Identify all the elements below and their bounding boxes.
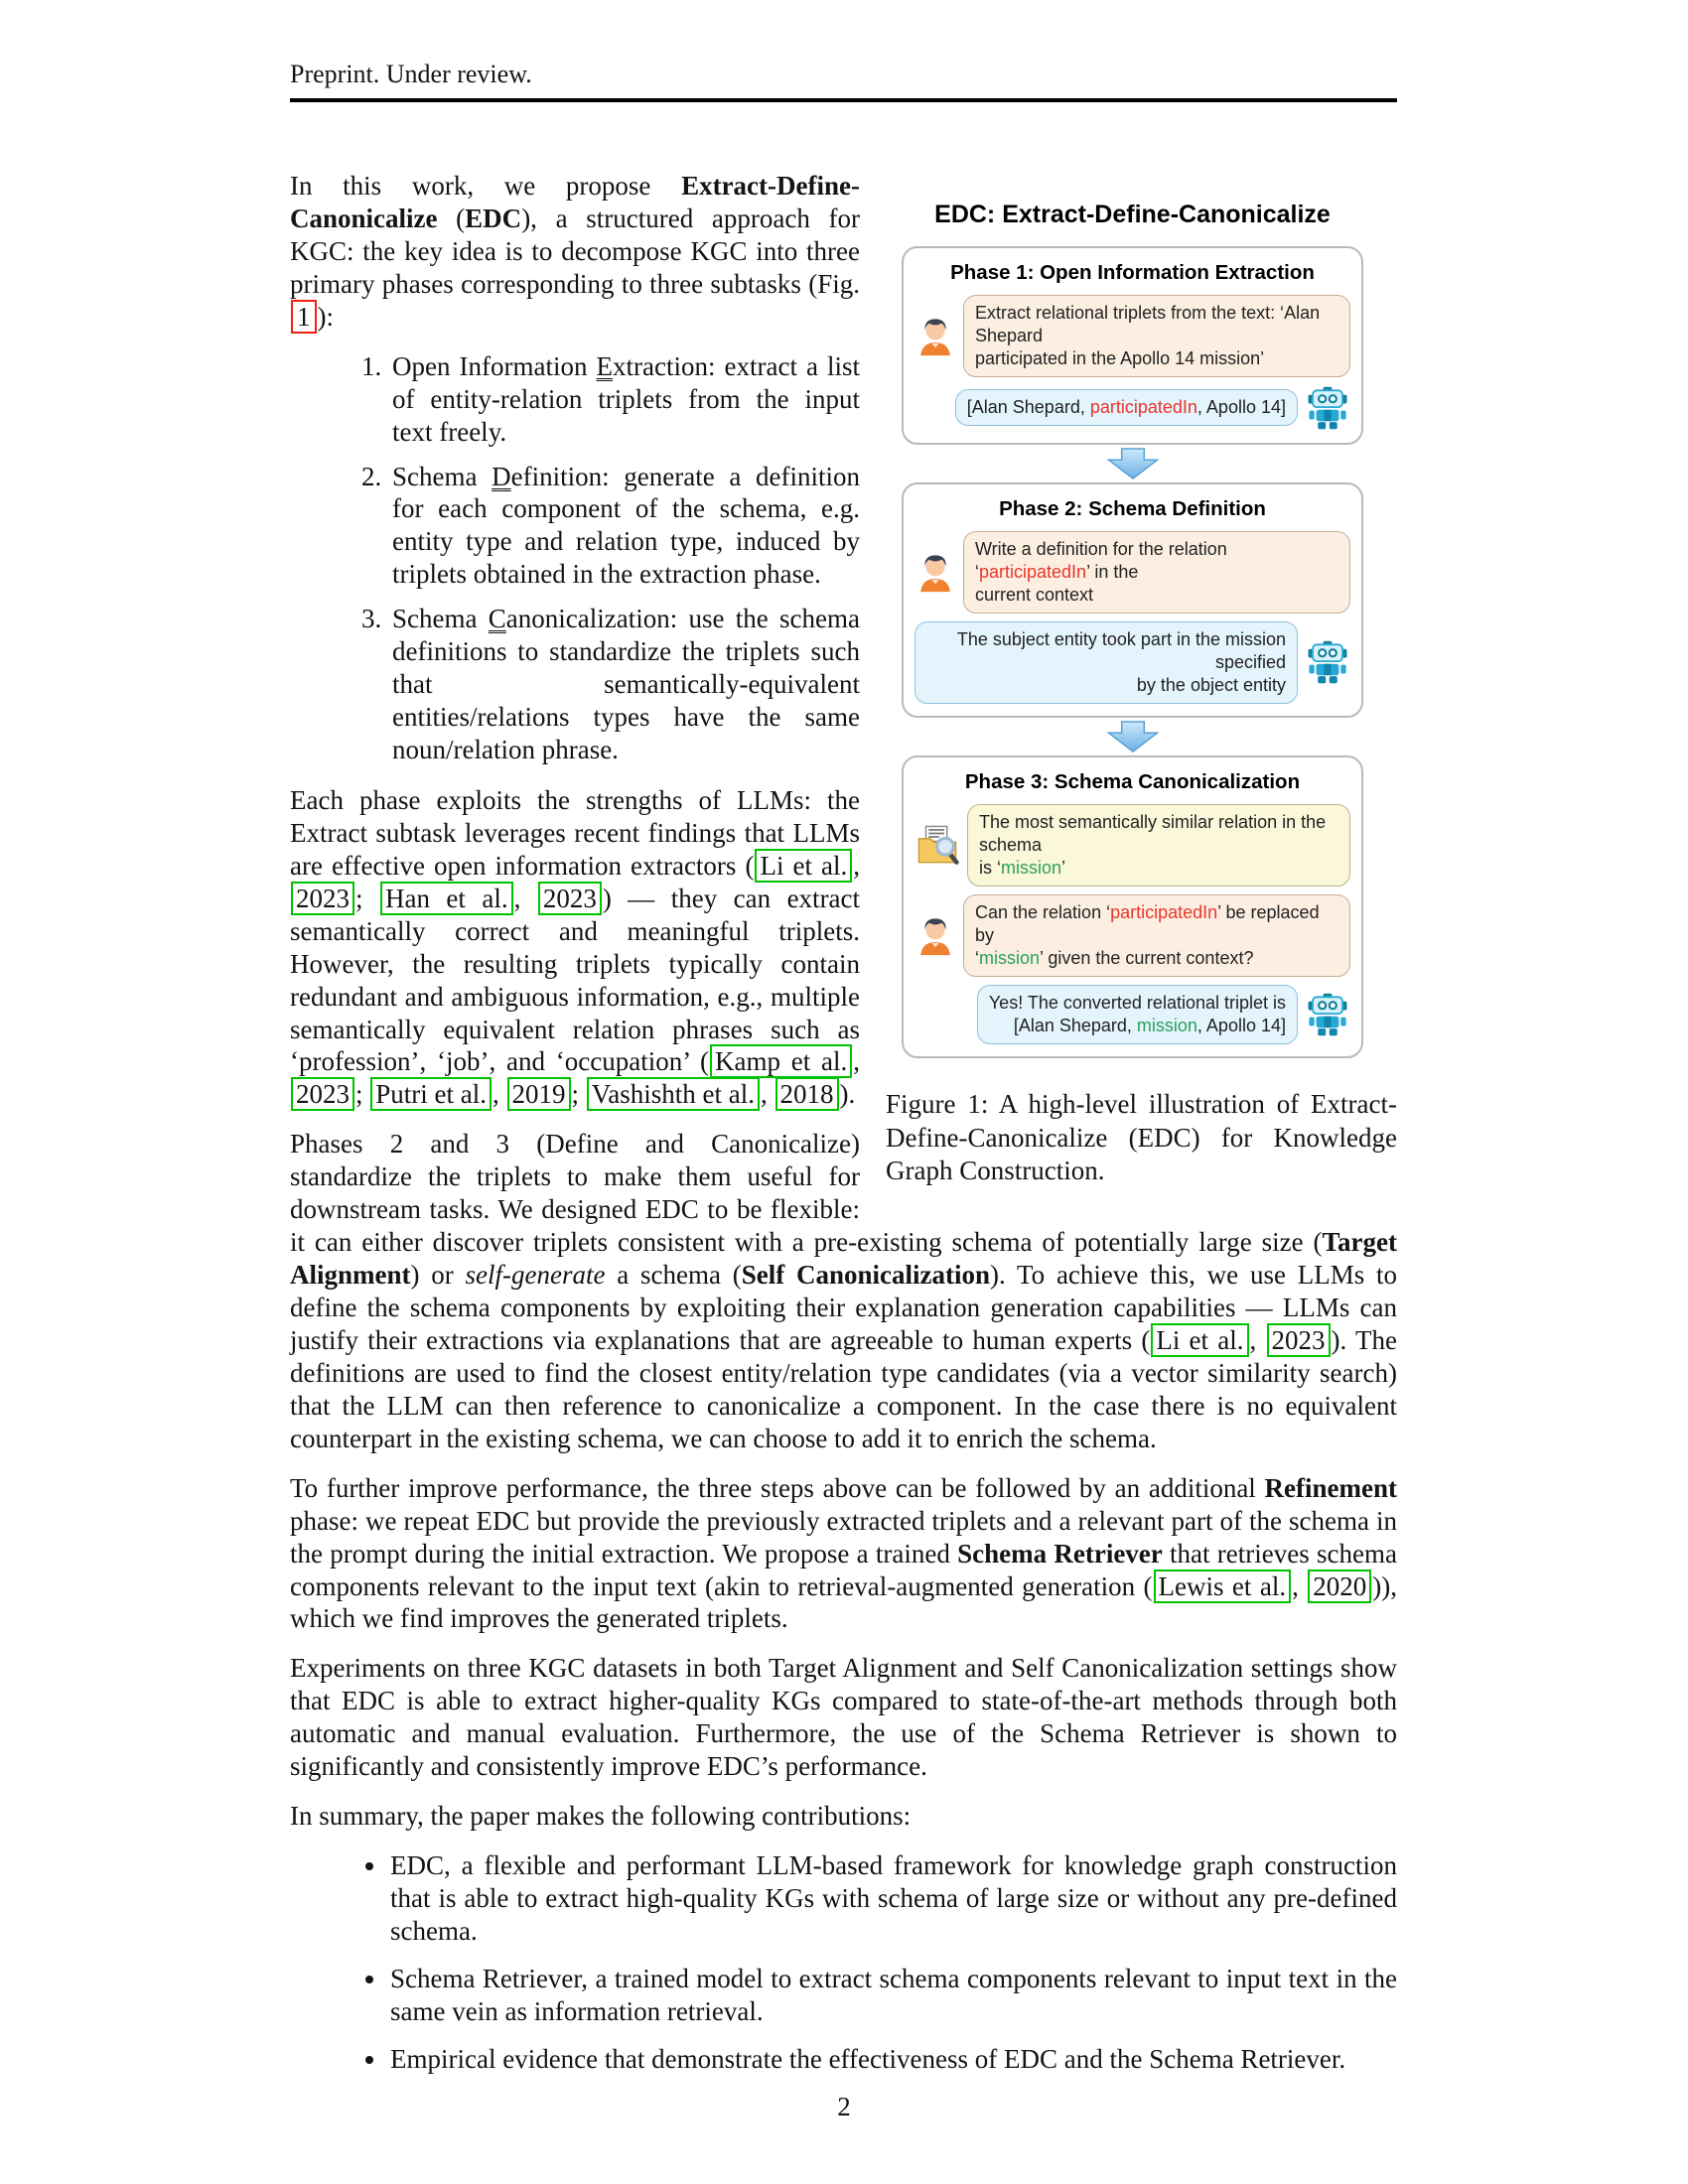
- text-segment: phase: we repeat EDC but provide the previously extracted triplets and a relevant part of the schema in the prompt during the initial extraction. We propose a trained: [290, 1505, 1397, 1569]
- text-segment: ’: [1061, 857, 1066, 878]
- citation-link[interactable]: Lewis et al.: [1154, 1570, 1292, 1603]
- text-segment: Schema: [392, 461, 492, 491]
- figure-1: [886, 200, 1397, 1187]
- text-segment: Each phase exploits the strengths of LLMs: the Extract subtask leverages recent findings that LLMs are effective open information extractors (: [290, 784, 860, 881]
- text-segment: efinition: generate a definition for each component of the schema, e.g. entity type and relation type, induced by triplets obtained in the extraction phase.: [392, 461, 860, 590]
- phase-3-user-row: [914, 894, 1350, 977]
- citation-link[interactable]: 2023: [291, 882, 354, 915]
- robot-icon: [1305, 639, 1350, 685]
- citation-link[interactable]: 2019: [507, 1077, 571, 1111]
- text-segment: ,: [761, 1079, 774, 1110]
- citation-link[interactable]: Han et al.: [380, 882, 513, 915]
- text-segment: xtraction: extract a list of entity-relation triplets from the input text freely.: [392, 350, 861, 447]
- figure-ref-link[interactable]: 1: [291, 300, 317, 334]
- down-arrow-icon: [1106, 448, 1160, 479]
- citation-link[interactable]: 2018: [775, 1077, 839, 1111]
- text-segment: Target Alignment: [290, 1227, 1397, 1291]
- text-segment: mission: [1136, 1016, 1197, 1035]
- summary-paragraph: [290, 1800, 1397, 1833]
- user-avatar-icon: [914, 914, 956, 956]
- text-segment: mission: [1001, 857, 1062, 878]
- phase-3-box: [902, 755, 1363, 1058]
- robot-icon: [1305, 992, 1350, 1037]
- list-item: [388, 1849, 1397, 1948]
- text-segment: In this work, we propose: [290, 171, 682, 201]
- text-segment: participated in the Apollo 14 mission’: [975, 347, 1265, 368]
- text-segment: (: [437, 203, 466, 233]
- text-segment: EDC, a flexible and performant LLM-based framework for knowledge graph construction that is able to extract high-quality KGs with schema of large size or without any pre-defined schema.: [390, 1850, 1397, 1946]
- list-item: [388, 1963, 1397, 2028]
- text-segment: Empirical evidence that demonstrate the effectiveness of EDC and the Schema Retriever.: [390, 2043, 1346, 2074]
- text-segment: ,: [513, 883, 537, 913]
- text-segment: [Alan Shepard,: [966, 397, 1090, 418]
- citation-link[interactable]: 2020: [1308, 1570, 1371, 1603]
- text-segment: [Alan Shepard,: [1013, 1016, 1137, 1035]
- down-arrow-icon: [1106, 721, 1160, 752]
- page-body: [290, 170, 1397, 2076]
- text-segment: Yes! The converted relational triplet is: [988, 992, 1286, 1013]
- text-segment: ;: [571, 1079, 586, 1110]
- phase-2-header: Phase 2: Schema Definition: [999, 496, 1266, 520]
- text-segment: Self Canonicalization: [741, 1260, 991, 1291]
- citation-link[interactable]: 2023: [291, 1077, 354, 1111]
- text-segment: Extract relational triplets from the text: ‘Alan Shepard: [975, 302, 1321, 345]
- text-segment: Extract-Define-Canonicalize: [290, 171, 860, 233]
- user-avatar-icon: [914, 551, 956, 593]
- text-segment: is ‘: [979, 857, 1001, 878]
- text-segment: participatedIn: [1110, 901, 1218, 922]
- text-segment: participatedIn: [979, 561, 1087, 582]
- text-segment: To further improve performance, the three steps above can be followed by an additional: [290, 1472, 1265, 1503]
- phase-1-bot-row: [914, 385, 1350, 431]
- text-segment: that retrieves schema components relevant to the input text (akin to retrieval-augmented generation (: [290, 1538, 1397, 1601]
- text-segment: ’ be replaced by: [975, 901, 1320, 945]
- llm-response-bubble: [977, 985, 1298, 1044]
- text-segment: participatedIn: [1089, 397, 1197, 418]
- contributions-list: [290, 1849, 1397, 2076]
- flow-arrow-2: [902, 721, 1363, 752]
- text-segment: ;: [355, 1079, 370, 1110]
- text-segment: Can the relation ‘: [975, 901, 1111, 922]
- text-segment: by the object entity: [1136, 674, 1286, 695]
- phase-1-header: Phase 1: Open Information Extraction: [950, 260, 1315, 284]
- text-segment: D: [492, 461, 511, 491]
- text-segment: In summary, the paper makes the following contributions:: [290, 1801, 912, 1832]
- user-prompt-bubble: [963, 894, 1350, 977]
- text-segment: current context: [975, 584, 1094, 605]
- text-segment: ,: [1249, 1324, 1266, 1355]
- citation-link[interactable]: 2023: [1267, 1323, 1331, 1357]
- text-segment: a schema (: [605, 1260, 742, 1291]
- text-segment: Refinement: [1264, 1472, 1397, 1503]
- text-segment: E: [596, 350, 614, 381]
- folder-search-icon: [914, 822, 960, 868]
- phase-3-header: Phase 3: Schema Canonicalization: [964, 769, 1301, 793]
- text-segment: Schema: [392, 604, 489, 634]
- phase-3-bot-row: [914, 985, 1350, 1044]
- text-segment: ;: [355, 883, 379, 913]
- text-segment: ,: [853, 1046, 860, 1077]
- text-segment: Figure 1: A high-level illustration of Extract-Define-Canonicalize (EDC) for Knowledge Graph Construction.: [886, 1089, 1397, 1185]
- user-prompt-bubble: [963, 295, 1350, 377]
- text-segment: ) or: [410, 1260, 466, 1291]
- citation-link[interactable]: Putri et al.: [370, 1077, 492, 1111]
- text-segment: The most semantically similar relation in the schema: [979, 811, 1327, 855]
- text-segment: Schema Retriever, a trained model to extract schema components relevant to input text in the same vein as information retrieval.: [390, 1963, 1397, 2026]
- text-segment: Schema Retriever: [957, 1538, 1163, 1569]
- refinement-paragraph: [290, 1472, 1397, 1636]
- text-segment: ’ given the current context?: [1040, 947, 1254, 968]
- phase-2-user-row: [914, 531, 1350, 614]
- text-segment: Experiments on three KGC datasets in both Target Alignment and Self Canonicalization settings show that EDC is able to extract higher-quality KGs compared to state-of-the-art methods through both automatic and manual evaluation. Furthermore, the use of the Schema Retriever is shown to significantly and consistently improve EDC’s performance.: [290, 1653, 1397, 1782]
- robot-icon: [1305, 385, 1350, 431]
- text-segment: ), a structured approach for KGC: the key idea is to decompose KGC into three primary phases corresponding to three subtasks (Fig.: [290, 203, 860, 299]
- running-header: Preprint. Under review.: [290, 60, 1397, 102]
- text-segment: anonicalization: use the schema definitions to standardize the triplets such that semantically-equivalent entities/relations types have the same noun/relation phrase.: [392, 604, 860, 764]
- text-segment: ). To achieve this, we use LLMs to define the schema components by exploiting their explanation generation capabilities — LLMs can justify their extractions via explanations that are agreeable to human experts (: [290, 1260, 1397, 1355]
- text-segment: mission: [979, 947, 1041, 968]
- text-segment: ):: [317, 301, 334, 332]
- text-segment: The subject entity took part in the mission specified: [956, 628, 1286, 672]
- citation-link[interactable]: Kamp et al.: [710, 1044, 852, 1078]
- phase-1-box: [902, 246, 1363, 445]
- retriever-result-bubble: [967, 804, 1350, 887]
- figure-title: EDC: Extract-Define-Canonicalize: [934, 201, 1331, 228]
- phase-2-bot-row: [914, 621, 1350, 704]
- experiments-paragraph: [290, 1652, 1397, 1783]
- user-prompt-bubble: [963, 531, 1350, 614]
- phase-2-box: [902, 482, 1363, 718]
- text-segment: EDC: [465, 203, 522, 233]
- citation-link[interactable]: Vashishth et al.: [587, 1077, 760, 1111]
- citation-link[interactable]: Li et al.: [1151, 1323, 1248, 1357]
- user-avatar-icon: [914, 315, 956, 356]
- text-segment: ,: [1292, 1570, 1308, 1601]
- phase-1-user-row: [914, 295, 1350, 377]
- text-segment: , Apollo 14]: [1196, 397, 1286, 418]
- llm-response-bubble: [914, 621, 1298, 704]
- text-segment: ’ in the: [1086, 561, 1139, 582]
- list-item: [388, 2043, 1397, 2076]
- text-segment: ) — they can extract semantically correct and meaningful triplets. However, the resulting triplets typically contain redundant and ambiguous information, e.g., multiple semantically equivalent relation phrases such as ‘profession’, ‘job’, and ‘occupation’ (: [290, 883, 861, 1077]
- figure-caption: [886, 1088, 1397, 1187]
- flow-arrow-1: [902, 448, 1363, 479]
- text-segment: ).: [839, 1079, 856, 1110]
- text-segment: ,: [492, 1079, 506, 1110]
- text-segment: Open Information: [392, 350, 597, 381]
- text-segment: , Apollo 14]: [1196, 1016, 1286, 1035]
- text-segment: ,: [853, 850, 860, 881]
- text-segment: Write a definition for the relation ‘: [975, 538, 1227, 582]
- llm-response-bubble: [955, 389, 1298, 426]
- page-number: 2: [837, 2092, 851, 2121]
- text-segment: Phases 2 and 3 (Define and Canonicalize) standardize the triplets to make them useful for downstream tasks. We designed EDC to be flexible: it can either discover triplets consistent with a pre-existing schema of potentially large size (: [290, 1129, 1323, 1258]
- text-segment: C: [488, 604, 506, 634]
- text-segment: self-generate: [465, 1260, 606, 1291]
- phase-3-retriever-row: [914, 804, 1350, 887]
- citation-link[interactable]: 2023: [538, 882, 602, 915]
- text-segment: )), which we find improves the generated triplets.: [290, 1570, 1398, 1634]
- text-segment: ‘: [975, 947, 979, 968]
- text-segment: ). The definitions are used to find the closest entity/relation type candidates (via a vector similarity search) that the LLM can then reference to canonicalize a component. In the case there is no equivalent counterpart in the existing schema, we can choose to add it to enrich the schema.: [290, 1324, 1398, 1453]
- citation-link[interactable]: Li et al.: [755, 849, 852, 883]
